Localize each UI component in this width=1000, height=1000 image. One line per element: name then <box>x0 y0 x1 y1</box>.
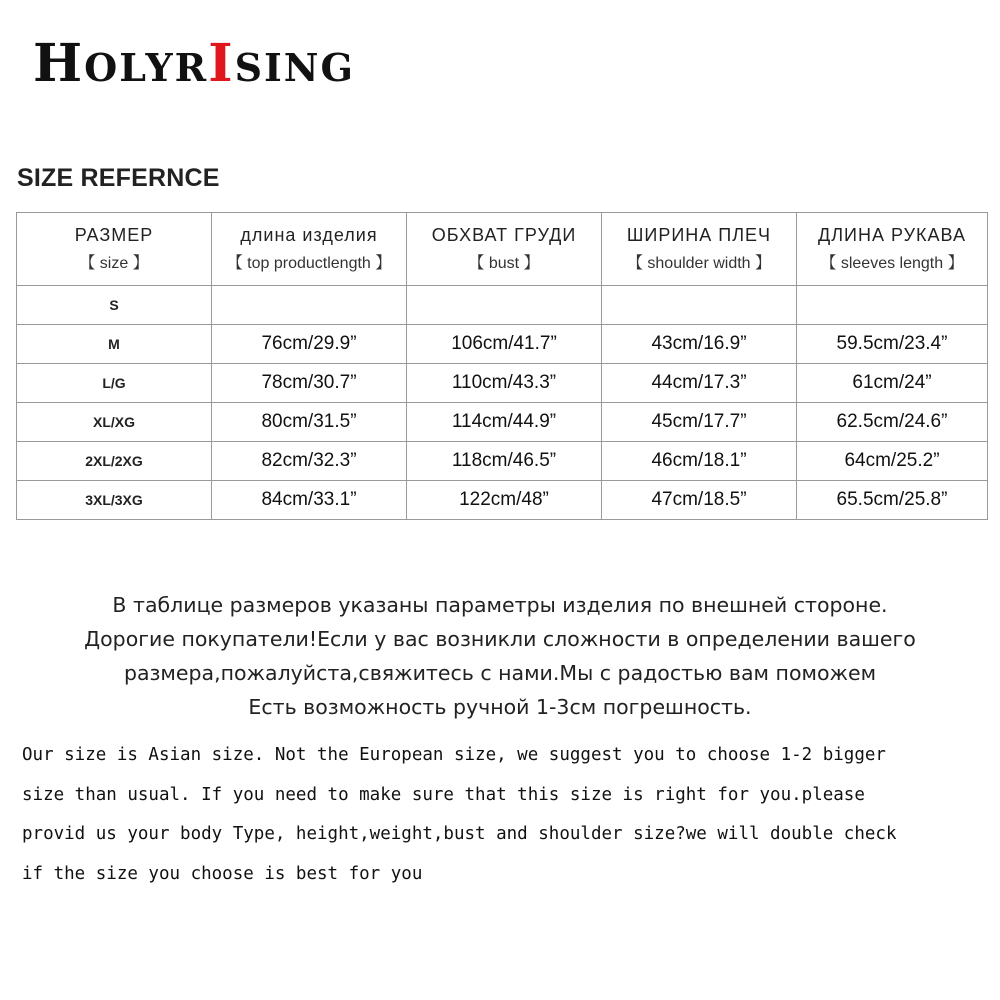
header-label-en: 【 shoulder width 】 <box>626 255 772 272</box>
bust-cell: 106cm/41.7” <box>407 325 602 364</box>
header-label-en: 【 sleeves length 】 <box>820 255 964 272</box>
brand-logo-text-1: OLYR <box>84 45 209 90</box>
table-row <box>17 364 988 403</box>
brand-logo-first-letter: H <box>33 33 85 94</box>
page-title: SIZE REFERNCE <box>17 164 220 192</box>
size-cell: S <box>17 286 212 325</box>
header-bust <box>407 213 602 286</box>
size-cell: L/G <box>17 364 212 403</box>
header-label-ru: ШИРИНА ПЛЕЧ <box>626 225 772 245</box>
note-line: if the size you choose is best for you <box>22 863 423 884</box>
table-row <box>17 325 988 364</box>
note-line: размера,пожалуйста,свяжитесь с нами.Мы с радостью вам поможем <box>123 661 877 685</box>
header-label-en: 【 bust 】 <box>468 255 540 272</box>
sleeve-cell: 64cm/25.2” <box>797 442 988 481</box>
size-cell: 2XL/2XG <box>17 442 212 481</box>
brand-logo-text-2: SING <box>234 45 355 90</box>
table-row <box>17 442 988 481</box>
bust-cell: 122cm/48” <box>407 481 602 520</box>
shoulder-cell: 43cm/16.9” <box>602 325 797 364</box>
header-length <box>212 213 407 286</box>
header-label-en: 【 size 】 <box>79 255 149 272</box>
note-line: Дорогие покупатели!Если у вас возникли сложности в определении вашего <box>84 627 916 651</box>
note-line: Есть возможность ручной 1-3см погрешность. <box>248 695 752 719</box>
bust-cell: 114cm/44.9” <box>407 403 602 442</box>
size-cell: M <box>17 325 212 364</box>
header-label-ru: РАЗМЕР <box>74 225 154 245</box>
length-cell <box>212 286 407 325</box>
sleeve-cell: 61cm/24” <box>797 364 988 403</box>
shoulder-cell: 46cm/18.1” <box>602 442 797 481</box>
shoulder-cell: 45cm/17.7” <box>602 403 797 442</box>
size-cell: XL/XG <box>17 403 212 442</box>
table-row <box>17 403 988 442</box>
bust-cell <box>407 286 602 325</box>
note-line: В таблице размеров указаны параметры изделия по внешней стороне. <box>112 593 888 617</box>
note-line: size than usual. If you need to make sure that this size is right for you.please <box>22 784 865 805</box>
sleeve-cell <box>797 286 988 325</box>
bust-cell: 118cm/46.5” <box>407 442 602 481</box>
shoulder-cell: 44cm/17.3” <box>602 364 797 403</box>
length-cell: 80cm/31.5” <box>212 403 407 442</box>
length-cell: 76cm/29.9” <box>212 325 407 364</box>
english-size-note <box>22 736 987 894</box>
header-label-ru: ДЛИНА РУКАВА <box>818 225 966 245</box>
header-sleeve <box>797 213 988 286</box>
brand-logo <box>33 33 355 94</box>
header-label-ru: длина изделия <box>240 225 378 245</box>
table-header-row <box>17 213 988 286</box>
sleeve-cell: 59.5cm/23.4” <box>797 325 988 364</box>
length-cell: 82cm/32.3” <box>212 442 407 481</box>
shoulder-cell: 47cm/18.5” <box>602 481 797 520</box>
header-label-ru: ОБХВАТ ГРУДИ <box>431 225 577 245</box>
note-line: Our size is Asian size. Not the European size, we suggest you to choose 1-2 bigger <box>22 745 886 765</box>
note-line: provid us your body Type, height,weight,bust and shoulder size?we will double check <box>22 824 897 844</box>
shoulder-cell <box>602 286 797 325</box>
header-shoulder <box>602 213 797 286</box>
size-cell: 3XL/3XG <box>17 481 212 520</box>
length-cell: 84cm/33.1” <box>212 481 407 520</box>
length-cell: 78cm/30.7” <box>212 364 407 403</box>
header-size <box>17 213 212 286</box>
size-table <box>16 212 988 520</box>
table-row <box>17 286 988 325</box>
bust-cell: 110cm/43.3” <box>407 364 602 403</box>
sleeve-cell: 65.5cm/25.8” <box>797 481 988 520</box>
header-label-en: 【 top productlength 】 <box>226 255 392 272</box>
table-row <box>17 481 988 520</box>
sleeve-cell: 62.5cm/24.6” <box>797 403 988 442</box>
russian-size-note <box>0 588 1000 724</box>
brand-logo-accent-letter: I <box>208 33 235 94</box>
